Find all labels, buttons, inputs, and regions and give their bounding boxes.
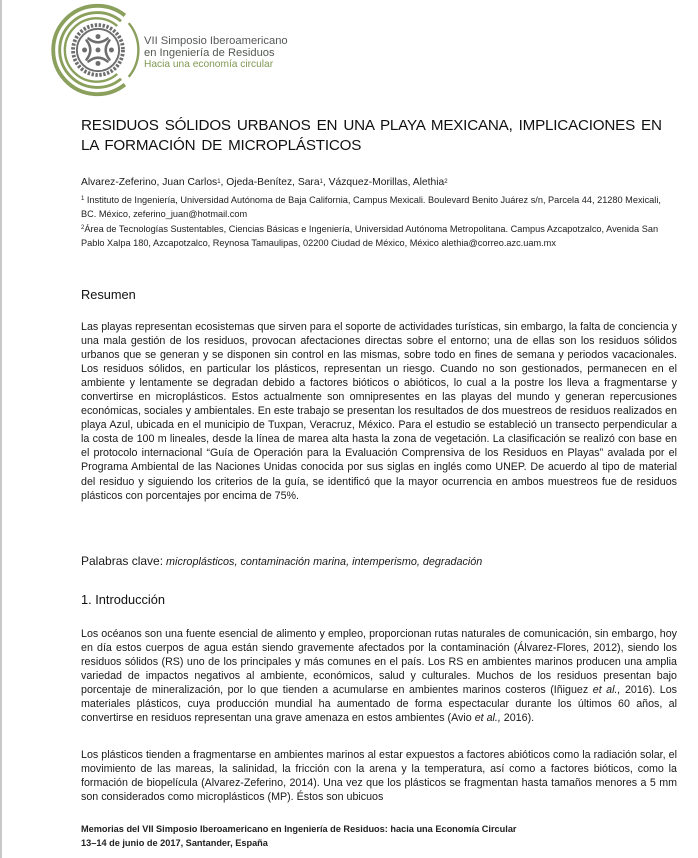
logo-line-1: VII Simposio Iberoamericano — [144, 35, 288, 47]
author-affil-mark: 1 — [217, 179, 221, 185]
logo-tagline: Hacia una economía circular — [144, 59, 274, 70]
author-name: Vázquez-Morillas, Alethia — [328, 177, 445, 188]
keywords — [81, 554, 676, 568]
introduction-heading: 1. Introducción — [81, 592, 165, 607]
logo-line-2: en Ingeniería de Residuos — [144, 46, 275, 59]
simposio-logo-icon — [50, 2, 146, 98]
author-affil-mark: 2 — [444, 179, 448, 185]
footer-proceedings: Memorias del VII Simposio Iberoamericano en Ingeniería de Residuos: hacia una Economía Circular — [81, 824, 517, 834]
keywords-label: Palabras clave: — [81, 554, 164, 568]
affil-mark: 1 — [81, 196, 85, 202]
intro-text: 2016). Los materiales plásticos, cuya producción mundial ha aumentado de forma espectacular durante los últimos 60 años, al convertirse en residuos representan una grave amenaza en estos ambientes (Avio — [81, 684, 677, 725]
affiliation-2 — [81, 222, 676, 250]
paper-title: RESIDUOS SÓLIDOS URBANOS EN UNA PLAYA MEXICANA, IMPLICACIONES EN LA FORMACIÓN DE MICROPLÁSTICOS — [81, 117, 662, 154]
introduction-paragraph-1 — [81, 627, 677, 725]
author-name: Ojeda-Benítez, Sara — [226, 177, 320, 188]
affiliation-text: Instituto de Ingeniería, Universidad Autónoma de Baja California, Campus Mexicali. Boulevard Benito Juárez s/n, Parcela 44, 21280 Mexicali, BC. México, zeferino_juan@hotmail.com — [81, 195, 661, 219]
author-list: Alvarez-Zeferino, Juan Carlos$^1$, Ojeda-Benítez, Sara$^1$, Vázquez-Morillas, Alethia$^2$ — [81, 177, 448, 188]
keywords-list: microplásticos, contaminación marina, intemperismo, degradación — [166, 556, 483, 568]
author-affil-mark: 1 — [319, 179, 323, 185]
affil-mark: 2 — [81, 225, 85, 231]
intro-text: 2016). — [500, 712, 535, 725]
logo-text — [144, 36, 288, 71]
intro-text: Los océanos son una fuente esencial de alimento y empleo, proporcionan rutas naturales de comunicación, sin embargo, hoy en día estos cuerpos de agua están siendo gravemente afectados por la contaminación (Álvarez-Flores, 2012), siendo los residuos sólidos (RS) uno de los principales y más comunes en el país. Los RS en ambientes marinos producen una amplia variedad de impactos negativos al ambiente, económicos, salud y culturales. Muchos de los residuos presentan bajo porcentaje de mineralización, por lo que tienden a acumularse en ambientes marinos costeros (Iñiguez — [81, 628, 677, 697]
introduction-paragraph-2: Los plásticos tienden a fragmentarse en ambientes marinos al estar expuestos a factores abióticos como la radiación solar, el movimiento de las mareas, la salinidad, la fricción con la arena y la temperatura, así como a factores bióticos, como la formación de biopelícula (Alvarez-Zeferino, 2014). Una vez que los plásticos se fragmentan hasta tamaños menores a 5 mm son considerados como microplásticos (MP). Éstos son ubicuos — [81, 749, 677, 804]
page-left-border — [0, 0, 2, 858]
footer-date-location: 13–14 de junio de 2017, Santander, España — [81, 838, 268, 848]
citation-etal: et al., — [474, 712, 501, 725]
abstract-text: Las playas representan ecosistemas que sirven para el soporte de actividades turísticas, sin embargo, la falta de conciencia y una mala gestión de los residuos, provocan afectaciones directas sobre el entorno; una de ellas son los residuos sólidos urbanos que se generan y se disponen sin control en las mismas, sobre todo en fines de semana y periodos vacacionales. Los residuos sólidos, en particular los plásticos, representan un riesgo. Cuando no son gestionados, permanecen en el ambiente y lentamente se degradan debido a factores bióticos o abióticos, lo cual a la postre los lleva a fragmentarse y convertirse en microplásticos. Estos actualmente son omnipresentes en las playas del mundo y generan repercusiones económicas, sociales y ambientales. En este trabajo se presentan los resultados de dos muestreos de residuos realizados en playa Azul, ubicada en el municipio de Tuxpan, Veracruz, México. Para el estudio se estableció un transecto perpendicular a la costa de 100 m lineales, desde la línea de marea alta hasta la zona de vegetación. La clasificación se realizó con base en el protocolo internacional “Guía de Operación para la Evaluación Comprensiva de los Residuos en Playas” avalada por el Programa Ambiental de las Naciones Unidas conocida por sus siglas en inglés como UNEP. De acuerdo al tipo de material del residuo y siguiendo los criterios de la guía, se identificó que la mayor ocurrencia en ambos muestreos fue de residuos plásticos con porcentajes por encima de 75%. — [81, 321, 677, 502]
abstract-heading: Resumen — [81, 287, 136, 302]
affiliation-text: Área de Tecnologías Sustentables, Ciencias Básicas e Ingeniería, Universidad Autónoma Metropolitana. Campus Azcapotzalco, Avenida San Pablo Xalpa 180, Azcapotzalco, Reynosa Tamaulipas, 02200 Ciudad de México, México alethia@correo.azc.uam.mx — [81, 224, 659, 248]
page-footer — [81, 822, 676, 850]
citation-etal: et al., — [592, 684, 621, 697]
author-name: Alvarez-Zeferino, Juan Carlos — [81, 177, 218, 188]
affiliation-1 — [81, 193, 676, 221]
